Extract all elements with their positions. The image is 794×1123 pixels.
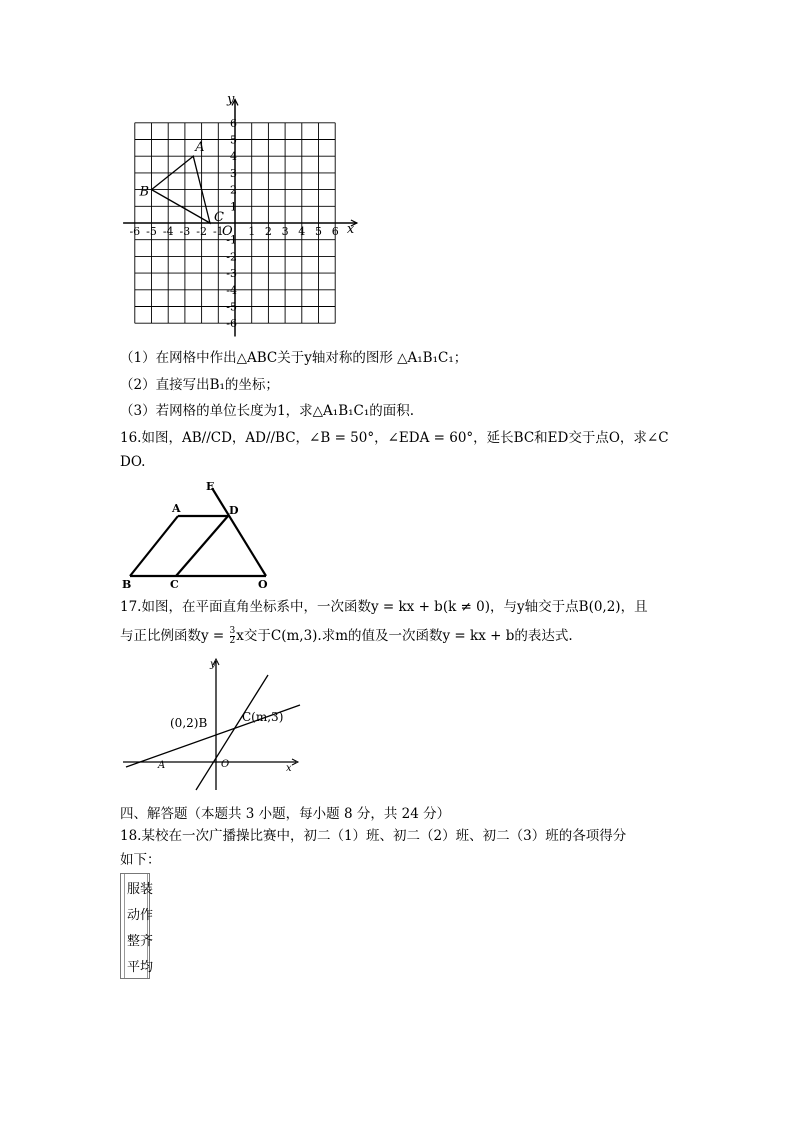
q17-text-line2 (120, 626, 573, 646)
point-b-label: (0,2)B (170, 716, 208, 730)
x-axis-label: x (346, 222, 355, 237)
q15-part2: （2）直接写出B₁的坐标； (120, 377, 279, 393)
label-a: A (172, 502, 181, 515)
label-c: C (170, 578, 179, 591)
x-tick-label: 1 (248, 225, 256, 238)
q18-text-line2: 如下： (120, 852, 161, 868)
y-tick-label: 3 (230, 166, 237, 180)
x-tick-label: -4 (162, 225, 174, 238)
y-tick-label: 1 (230, 200, 237, 214)
x-tick-label: -5 (146, 225, 157, 238)
axis-y-label: y (210, 659, 216, 670)
x-tick-label: -6 (129, 225, 141, 238)
q17-text-line2-b: x交于C(m,3).求m的值及一次函数y = kx + b的表达式. (236, 628, 573, 644)
q18-text-line1: 18.某校在一次广播操比赛中，初二（1）班、初二（2）班、初二（3）班的各项得分 (120, 828, 627, 844)
point-c-label: C(m,3) (242, 710, 284, 724)
point-label-b: B (139, 184, 150, 200)
table-divider (124, 874, 125, 978)
point-label-a: A (195, 140, 205, 156)
q16-text-line2: DO. (120, 454, 146, 470)
x-tick-label: -2 (196, 225, 207, 238)
origin-label: O (222, 224, 233, 239)
x-tick-label: 5 (315, 225, 322, 238)
x-tick-label: 3 (281, 225, 289, 238)
axes (123, 99, 357, 336)
label-o: O (258, 578, 268, 591)
score-table-fragment (120, 873, 154, 979)
y-axis-label: y (227, 91, 235, 107)
y-tick-label: 2 (230, 183, 237, 197)
section-4-title: 四、解答题（本题共 3 小题，每小题 8 分，共 24 分） (120, 806, 451, 822)
fraction-numerator: 3 (229, 626, 236, 636)
point-a-label: A (158, 760, 166, 771)
grid-labels (129, 92, 354, 330)
point-label-c: C (213, 210, 224, 225)
label-d: D (229, 504, 239, 517)
x-tick-label: -1 (212, 225, 224, 238)
table-row-label: 服装 (127, 882, 154, 897)
table-row-label: 平均 (127, 960, 154, 975)
q15-part3: （3）若网格的单位长度为1，求△A₁B₁C₁的面积. (120, 403, 415, 419)
q17-text-line1: 17.如图，在平面直角坐标系中，一次函数y = kx + b(k ≠ 0)，与y轴交于点B(0,2)，且 (120, 599, 648, 615)
x-tick-label: 2 (264, 225, 272, 238)
y-tick-label: -3 (226, 267, 237, 281)
y-tick-label: 4 (230, 150, 237, 164)
table-row-label: 动作 (127, 908, 154, 923)
q15-part1: （1）在网格中作出△ABC关于y轴对称的图形 △A₁B₁C₁； (120, 350, 468, 366)
fraction-denominator: 2 (229, 636, 236, 646)
origin-label: O (221, 759, 230, 770)
label-e: E (206, 480, 215, 493)
table-row-label: 整齐 (127, 934, 154, 949)
axis-x-label: x (286, 763, 292, 774)
q17-text-line2-a: 与正比例函数y = (120, 628, 229, 644)
parallelogram-figure (118, 476, 278, 592)
y-tick-label: -4 (226, 283, 237, 297)
y-tick-label: 5 (230, 133, 237, 147)
fraction-3-2 (230, 627, 236, 646)
x-tick-label: -3 (179, 225, 191, 238)
x-tick-label: 4 (298, 225, 306, 238)
q16-text-line1: 16.如图，AB//CD，AD//BC，∠B = 50°，∠EDA = 60°，延长BC和ED交于点O，求∠C (120, 430, 669, 446)
y-tick-label: 6 (230, 116, 237, 130)
x-tick-label: 6 (331, 225, 339, 238)
y-tick-label: -1 (226, 233, 237, 247)
y-tick-label: -2 (226, 250, 237, 264)
y-tick-label: -5 (226, 300, 237, 314)
y-tick-label: -6 (226, 317, 237, 331)
linear-function-figure (118, 655, 308, 795)
label-b: B (122, 578, 132, 591)
coordinate-grid-figure (118, 91, 368, 335)
